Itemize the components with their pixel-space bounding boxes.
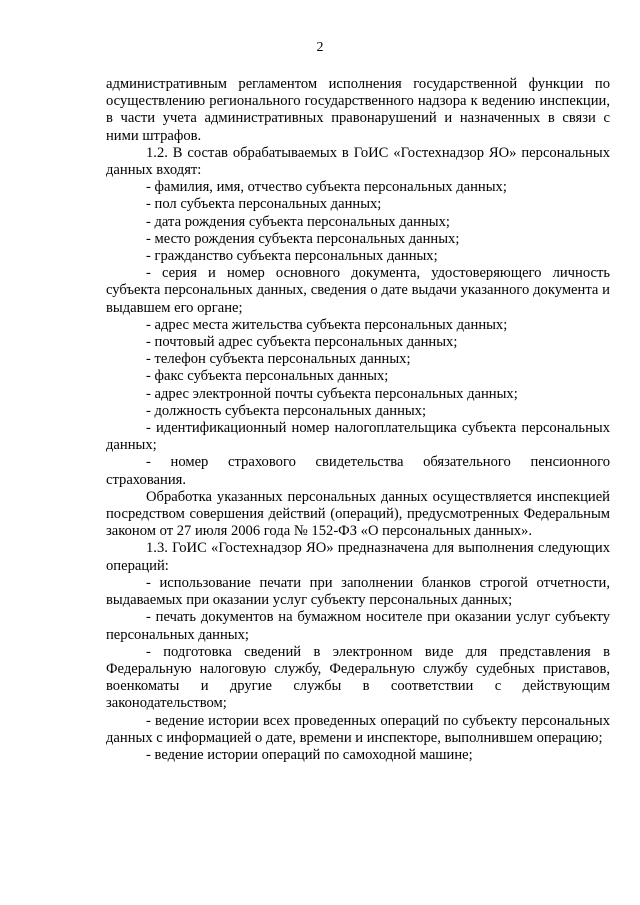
section-1-3-intro: 1.3. ГоИС «Гостехнадзор ЯО» предназначена для выполнения следующих операций:: [106, 540, 610, 574]
list-item: - дата рождения субъекта персональных данных;: [146, 213, 450, 230]
list-item: - адрес электронной почты субъекта персональных данных;: [146, 385, 518, 402]
list-item: - серия и номер основного документа, удостоверяющего личность субъекта персональных данных, сведения о дате выдачи указанного документа и выдавшем его органе;: [106, 265, 610, 316]
list-item: - ведение истории операций по самоходной машине;: [146, 746, 473, 763]
list-item: - фамилия, имя, отчество субъекта персональных данных;: [146, 179, 507, 196]
paragraph: административным регламентом исполнения государственной функции по осуществлению регионального государственного надзора к ведению инспекции, в части учета административных правонарушений и назначенных в связи с ними штрафов.: [106, 76, 610, 144]
list-item: - гражданство субъекта персональных данных;: [146, 248, 438, 265]
list-item: - телефон субъекта персональных данных;: [146, 351, 411, 368]
list-item: - место рождения субъекта персональных данных;: [146, 230, 460, 247]
list-item: - факс субъекта персональных данных;: [146, 368, 389, 385]
document-body: [106, 76, 610, 764]
list-item: - идентификационный номер налогоплательщика субъекта персональных данных;: [106, 420, 610, 454]
list-item: - печать документов на бумажном носителе при оказании услуг субъекту персональных данных;: [106, 609, 610, 643]
list-item: - номер страхового свидетельства обязательного пенсионного страхования.: [106, 454, 610, 488]
list-item: - почтовый адрес субъекта персональных данных;: [146, 334, 458, 351]
list-item: - ведение истории всех проведенных операций по субъекту персональных данных с информацией о дате, времени и инспекторе, выполнившем операцию;: [106, 712, 610, 746]
list-item: - пол субъекта персональных данных;: [146, 196, 382, 213]
processing-paragraph: Обработка указанных персональных данных осуществляется инспекцией посредством совершения действий (операций), предусмотренных Федеральным законом от 27 июля 2006 года № 152-ФЗ «О персональных данных».: [106, 488, 610, 540]
list-item: - адрес места жительства субъекта персональных данных;: [146, 316, 508, 333]
list-item: - подготовка сведений в электронном виде для представления в Федеральную налоговую службу, Федеральную службу судебных приставов, военкоматы и другие службы в соответствии с действующим законодательством;: [106, 643, 610, 712]
list-item: - использование печати при заполнении бланков строгой отчетности, выдаваемых при оказании услуг субъекту персональных данных;: [106, 574, 610, 609]
page-number: 2: [316, 40, 324, 55]
section-1-2-intro: 1.2. В состав обрабатываемых в ГоИС «Гостехнадзор ЯО» персональных данных входят:: [106, 144, 610, 179]
list-item: - должность субъекта персональных данных;: [146, 402, 427, 419]
